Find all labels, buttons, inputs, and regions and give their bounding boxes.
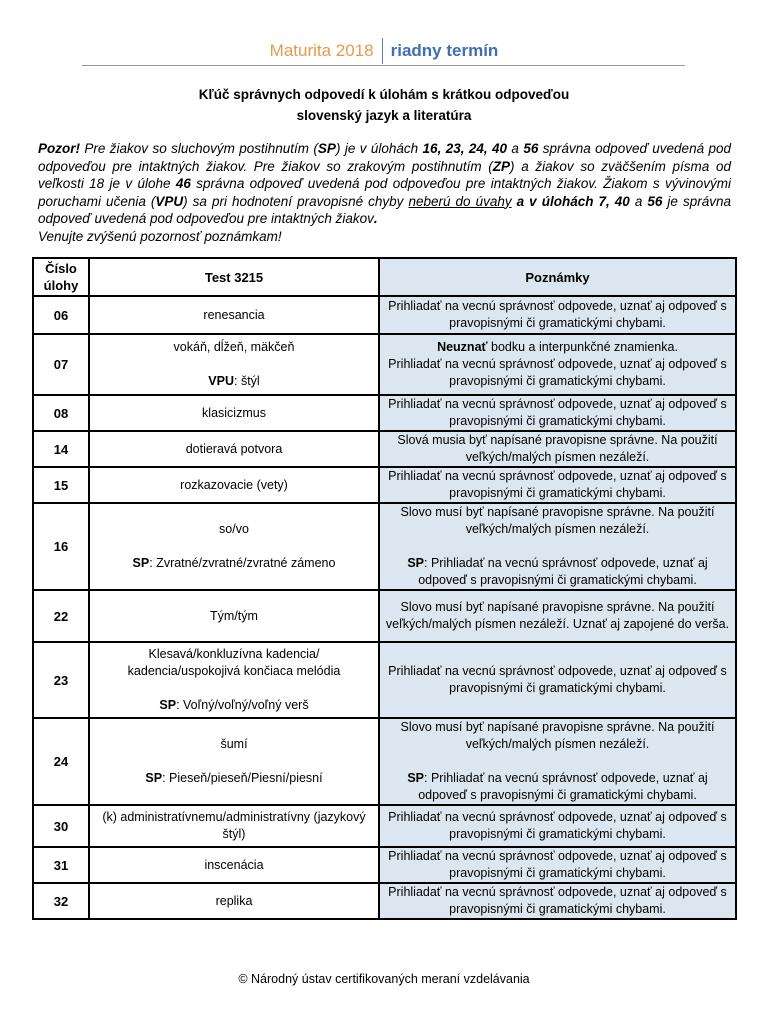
notes-cell: Prihliadať na vecnú správnosť odpovede, uznať aj odpoveď s pravopisnými či gramatickými chybami. bbox=[379, 883, 736, 919]
header-task-number: Číslo úlohy bbox=[33, 258, 89, 296]
table-row bbox=[33, 805, 736, 847]
table-row bbox=[33, 296, 736, 334]
table-row bbox=[33, 642, 736, 718]
answer-label: VPU bbox=[208, 374, 234, 388]
note-bold: 56 bbox=[647, 193, 663, 209]
spacer bbox=[384, 538, 731, 555]
note-underlined: neberú do úvahy bbox=[408, 193, 512, 209]
document-title bbox=[0, 84, 768, 126]
answer-cell: klasicizmus bbox=[89, 395, 379, 431]
table-row bbox=[33, 590, 736, 642]
note-text: správna odpoveď uvedená pod odpoveďou pre intaktných žiakov. Pre žiakov so zrakovým postihnutím ( bbox=[38, 141, 731, 174]
note-text: ) sa pri hodnotení pravopisné chyby bbox=[183, 193, 409, 209]
answer-cell: rozkazovacie (vety) bbox=[89, 467, 379, 503]
note-text: a bbox=[507, 141, 524, 156]
spacer bbox=[94, 356, 374, 373]
answer-label: SP bbox=[159, 698, 177, 712]
task-number: 22 bbox=[33, 590, 89, 642]
notes-text: Slovo musí byť napísané pravopisne správne. Na použití veľkých/malých písmen nezáleží. bbox=[400, 505, 715, 536]
notes-cell bbox=[379, 718, 736, 805]
table-row bbox=[33, 718, 736, 805]
notes-text: Prihliadať na vecnú správnosť odpovede, uznať aj odpoveď s pravopisnými či gramatickými chybami. bbox=[388, 357, 727, 388]
notes-label: SP bbox=[407, 556, 424, 570]
page-header bbox=[0, 36, 768, 66]
answer-cell: (k) administratívnemu/administratívny (jazykový štýl) bbox=[89, 805, 379, 847]
task-number: 32 bbox=[33, 883, 89, 919]
note-text: ) je v úlohách bbox=[335, 141, 423, 156]
task-number: 30 bbox=[33, 805, 89, 847]
note-warning: Pozor! bbox=[38, 141, 80, 156]
answer-text: Klesavá/konkluzívna kadencia/ kadencia/uspokojivá končiaca melódia bbox=[127, 647, 341, 678]
table-row bbox=[33, 503, 736, 590]
answer-cell: dotieravá potvora bbox=[89, 431, 379, 467]
note-bold: 56 bbox=[523, 141, 539, 156]
notes-text: : Prihliadať na vecnú správnosť odpovede, uznať aj odpoveď s pravopisnými či gramatickými chybami. bbox=[418, 556, 708, 587]
note-bold: 16, 23, 24, 40 bbox=[422, 141, 508, 156]
notes-cell: Prihliadať na vecnú správnosť odpovede, uznať aj odpoveď s pravopisnými či gramatickými chybami. bbox=[379, 805, 736, 847]
note-text: je správna odpoveď uvedená pod odpoveďou pre intaktných žiakov bbox=[38, 193, 732, 226]
notes-cell: Prihliadať na vecnú správnosť odpovede, uznať aj odpoveď s pravopisnými či gramatickými chybami. bbox=[379, 395, 736, 431]
answer-extra: : štýl bbox=[234, 374, 260, 388]
spacer bbox=[94, 538, 374, 555]
notes-bold: Neuznať bbox=[437, 340, 488, 354]
table-row bbox=[33, 431, 736, 467]
answer-cell: inscenácia bbox=[89, 847, 379, 883]
header-rule bbox=[82, 65, 685, 66]
table-row bbox=[33, 847, 736, 883]
title-line-2: slovenský jazyk a literatúra bbox=[296, 108, 472, 123]
notes-cell: Prihliadať na vecnú správnosť odpovede, uznať aj odpoveď s pravopisnými či gramatickými chybami. bbox=[379, 296, 736, 334]
task-number: 14 bbox=[33, 431, 89, 467]
notes-cell: Prihliadať na vecnú správnosť odpovede, uznať aj odpoveď s pravopisnými či gramatickými chybami. bbox=[379, 467, 736, 503]
answer-cell: Tým/tým bbox=[89, 590, 379, 642]
exam-title: Maturita 2018 bbox=[269, 41, 374, 60]
answer-extra: : Voľný/voľný/voľný verš bbox=[176, 698, 309, 712]
footer-copyright: © Národný ústav certifikovaných meraní vzdelávania bbox=[238, 972, 530, 986]
task-number: 07 bbox=[33, 334, 89, 395]
notes-cell: Slová musia byť napísané pravopisne správne. Na použití veľkých/malých písmen nezáleží. bbox=[379, 431, 736, 467]
task-number: 24 bbox=[33, 718, 89, 805]
answer-cell bbox=[89, 642, 379, 718]
spacer bbox=[384, 753, 731, 770]
notes-cell: Slovo musí byť napísané pravopisne správne. Na použití veľkých/malých písmen nezáleží. Uznať aj zapojené do verša. bbox=[379, 590, 736, 642]
notes-text: Slovo musí byť napísané pravopisne správne. Na použití veľkých/malých písmen nezáleží. bbox=[400, 720, 715, 751]
table-row bbox=[33, 395, 736, 431]
spacer bbox=[94, 680, 374, 697]
note-text: Pre žiakov so sluchovým postihnutím ( bbox=[80, 141, 318, 156]
answer-text: so/vo bbox=[219, 522, 249, 536]
task-number: 15 bbox=[33, 467, 89, 503]
notes-text: : Prihliadať na vecnú správnosť odpovede, uznať aj odpoveď s pravopisnými či gramatickými chybami. bbox=[418, 771, 708, 802]
notes-cell: Prihliadať na vecnú správnosť odpovede, uznať aj odpoveď s pravopisnými či gramatickými chybami. bbox=[379, 642, 736, 718]
note-bold: 7, 40 bbox=[598, 193, 630, 209]
answer-text: šumí bbox=[220, 737, 248, 751]
table-row bbox=[33, 883, 736, 919]
task-number: 08 bbox=[33, 395, 89, 431]
notes-label: SP bbox=[407, 771, 424, 785]
note-text: ) a žiakov so zväčšením písma od veľkosti 18 je v úlohe bbox=[38, 158, 731, 191]
note-bold: SP bbox=[317, 141, 336, 156]
title-line-1: Kľúč správnych odpovedí k úlohám s krátkou odpoveďou bbox=[198, 87, 570, 102]
exam-term: riadny termín bbox=[390, 41, 499, 60]
table-header-row bbox=[33, 258, 736, 296]
note-bold: ZP bbox=[492, 158, 511, 174]
answer-extra: : Zvratné/zvratné/zvratné zámeno bbox=[149, 556, 336, 570]
answer-cell bbox=[89, 503, 379, 590]
task-number: 06 bbox=[33, 296, 89, 334]
note-text: a bbox=[629, 193, 648, 209]
note-bold: a v úlohách bbox=[511, 193, 599, 209]
answer-cell bbox=[89, 718, 379, 805]
table-row bbox=[33, 334, 736, 395]
header-notes: Poznámky bbox=[379, 258, 736, 296]
notes-cell bbox=[379, 334, 736, 395]
task-number: 23 bbox=[33, 642, 89, 718]
task-number: 31 bbox=[33, 847, 89, 883]
answer-cell bbox=[89, 334, 379, 395]
note-bold: 46 bbox=[175, 176, 191, 191]
task-number: 16 bbox=[33, 503, 89, 590]
answer-key-table bbox=[32, 257, 737, 920]
answer-label: SP bbox=[132, 556, 150, 570]
answer-cell: renesancia bbox=[89, 296, 379, 334]
table-row bbox=[33, 467, 736, 503]
note-bold: . bbox=[373, 211, 378, 226]
instructions-note bbox=[38, 140, 731, 245]
answer-cell: replika bbox=[89, 883, 379, 919]
answer-extra: : Pieseň/pieseň/Piesní/piesní bbox=[162, 771, 323, 785]
note-attention: Venujte zvýšenú pozornosť poznámkam! bbox=[38, 228, 282, 244]
spacer bbox=[94, 753, 374, 770]
answer-text: vokáň, dĺžeň, mäkčeň bbox=[173, 340, 295, 354]
answer-label: SP bbox=[145, 771, 163, 785]
header-test: Test 3215 bbox=[89, 258, 379, 296]
note-text: správna odpoveď uvedená pod odpoveďou pre intaktných žiakov. Žiakom s vývinovými poruchami učenia ( bbox=[38, 176, 731, 209]
notes-cell bbox=[379, 503, 736, 590]
notes-cell: Prihliadať na vecnú správnosť odpovede, uznať aj odpoveď s pravopisnými či gramatickými chybami. bbox=[379, 847, 736, 883]
notes-text: bodku a interpunkčné znamienka. bbox=[487, 340, 678, 354]
note-bold: VPU bbox=[155, 193, 184, 209]
